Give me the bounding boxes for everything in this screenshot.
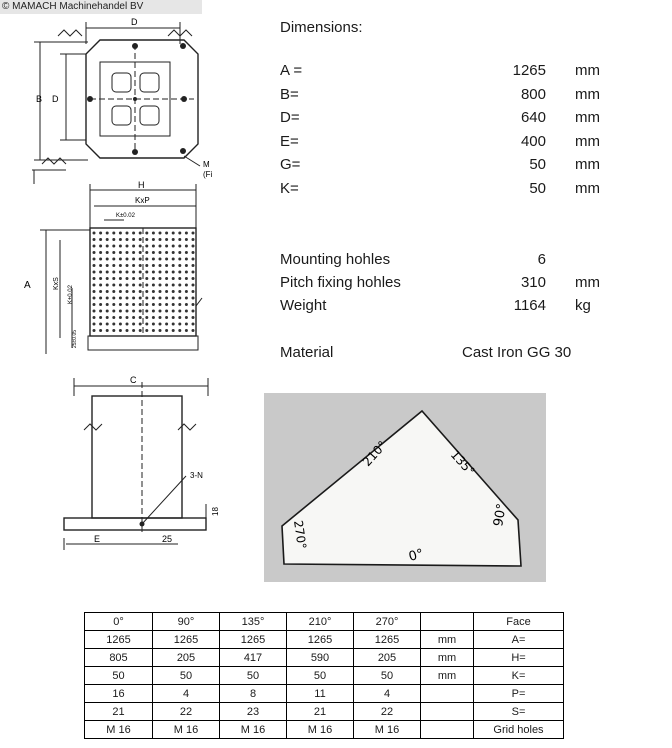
material-label: Material (280, 344, 334, 361)
table-cell (421, 685, 474, 703)
top-view-drawing (28, 14, 218, 186)
material-value: Cast Iron GG 30 (462, 344, 572, 361)
table-cell: 21 (287, 703, 354, 721)
table-cell (421, 703, 474, 721)
table-cell: 417 (220, 649, 287, 667)
spec-row (280, 180, 610, 200)
table-cell: S= (474, 703, 564, 721)
material-row (280, 344, 610, 364)
table-cell: 21 (85, 703, 153, 721)
table-row (85, 703, 564, 721)
spec-row (280, 86, 610, 106)
table-cell: 11 (287, 685, 354, 703)
dim-25: 25±0.05 (72, 329, 78, 348)
table-cell: 50 (287, 667, 354, 685)
spec-value: 1265 (512, 62, 546, 79)
angle-label-0: 0° (407, 546, 426, 565)
spec-row (280, 156, 610, 176)
table-row (85, 649, 564, 667)
table-cell: Face (474, 613, 564, 631)
spec-value: 50 (529, 180, 546, 197)
dim-b: B (36, 94, 43, 104)
label-m: M (203, 160, 210, 169)
spec-label: B= (280, 86, 299, 103)
table-cell: A= (474, 631, 564, 649)
dimensions-title: Dimensions: (280, 19, 363, 36)
table-cell: 23 (220, 703, 287, 721)
table-cell (421, 613, 474, 631)
table-cell: H= (474, 649, 564, 667)
dim-d-side: D (52, 94, 59, 104)
table-cell: 8 (220, 685, 287, 703)
table-cell: 22 (354, 703, 421, 721)
table-cell: 1265 (153, 631, 220, 649)
spec-value: 640 (520, 109, 546, 126)
table-cell: P= (474, 685, 564, 703)
table-cell: mm (421, 667, 474, 685)
table-cell: 210° (287, 613, 354, 631)
spec-value: 400 (520, 133, 546, 150)
spec-label: Weight (280, 297, 327, 314)
spec-row (280, 62, 610, 82)
angle-sketch-photo (264, 393, 546, 582)
spec-value: 6 (537, 251, 546, 268)
table-cell: 205 (354, 649, 421, 667)
table-row (85, 721, 564, 739)
table-cell: 4 (354, 685, 421, 703)
table-row (85, 631, 564, 649)
table-cell: M 16 (220, 721, 287, 739)
dim-c: C (130, 375, 137, 385)
table-cell: 805 (85, 649, 153, 667)
table-cell: 1265 (287, 631, 354, 649)
table-cell: Grid holes (474, 721, 564, 739)
dim-d-top: D (131, 17, 138, 27)
label-3n: 3-N (190, 471, 203, 480)
dim-25b: 25 (162, 534, 173, 544)
table-cell: M 16 (85, 721, 153, 739)
table-cell: 50 (153, 667, 220, 685)
dim-k1: K±0.02 (116, 213, 135, 219)
spec-unit: kg (575, 297, 591, 314)
table-cell: M 16 (354, 721, 421, 739)
spec-unit: mm (575, 156, 600, 173)
table-cell: 270° (354, 613, 421, 631)
spec-label: D= (280, 109, 300, 126)
table-cell: 1265 (354, 631, 421, 649)
table-cell: 205 (153, 649, 220, 667)
dim-18: 18 (211, 507, 220, 516)
table-cell: 90° (153, 613, 220, 631)
dim-k2: K±0.02 (68, 285, 74, 304)
spec-row (280, 274, 610, 294)
spec-value: 50 (529, 156, 546, 173)
spec-label: G= (280, 156, 301, 173)
spec-value: 310 (520, 274, 546, 291)
table-cell: 4 (153, 685, 220, 703)
spec-label: A = (280, 62, 303, 79)
dim-kxs: KxS (53, 277, 60, 290)
table-cell: 22 (153, 703, 220, 721)
table-cell: 135° (220, 613, 287, 631)
spec-row (280, 133, 610, 153)
table-cell: 50 (220, 667, 287, 685)
spec-unit: mm (575, 133, 600, 150)
grid-face-drawing (20, 178, 220, 362)
spec-row (280, 297, 610, 317)
spec-row (280, 109, 610, 129)
table-cell (421, 721, 474, 739)
angle-label-90: 90° (491, 502, 510, 528)
angle-label-210: 210° (359, 438, 390, 470)
spec-unit: mm (575, 274, 600, 291)
spec-row (280, 251, 610, 271)
dim-kxp: KxP (135, 196, 150, 205)
spec-label: K= (280, 180, 299, 197)
table-header-row (85, 613, 564, 631)
spec-label: Pitch fixing hohles (280, 274, 401, 291)
table-row (85, 667, 564, 685)
spec-unit: mm (575, 180, 600, 197)
table-cell: K= (474, 667, 564, 685)
angle-label-135: 135° (447, 447, 478, 479)
faces-table (84, 612, 564, 739)
table-cell: 1265 (85, 631, 153, 649)
table-cell: mm (421, 649, 474, 667)
table-cell: 1265 (220, 631, 287, 649)
spec-unit: mm (575, 86, 600, 103)
table-cell: M 16 (287, 721, 354, 739)
table-cell: 590 (287, 649, 354, 667)
front-view-drawing (58, 372, 218, 552)
spec-value: 800 (520, 86, 546, 103)
spec-label: E= (280, 133, 299, 150)
dim-h: H (138, 180, 145, 190)
spec-label: Mounting hohles (280, 251, 391, 268)
table-cell: 16 (85, 685, 153, 703)
table-cell: 0° (85, 613, 153, 631)
table-row (85, 685, 564, 703)
dim-a: A (24, 280, 31, 291)
copyright-notice: © MAMACH Machinehandel BV (0, 0, 202, 14)
table-cell: mm (421, 631, 474, 649)
table-cell: M 16 (153, 721, 220, 739)
spec-unit: mm (575, 62, 600, 79)
spec-unit: mm (575, 109, 600, 126)
spec-value: 1164 (513, 297, 546, 314)
angle-label-270: 270° (291, 519, 309, 551)
table-cell: 50 (354, 667, 421, 685)
dim-e: E (94, 534, 101, 544)
table-cell: 50 (85, 667, 153, 685)
label-fi: (Fi (203, 170, 213, 179)
